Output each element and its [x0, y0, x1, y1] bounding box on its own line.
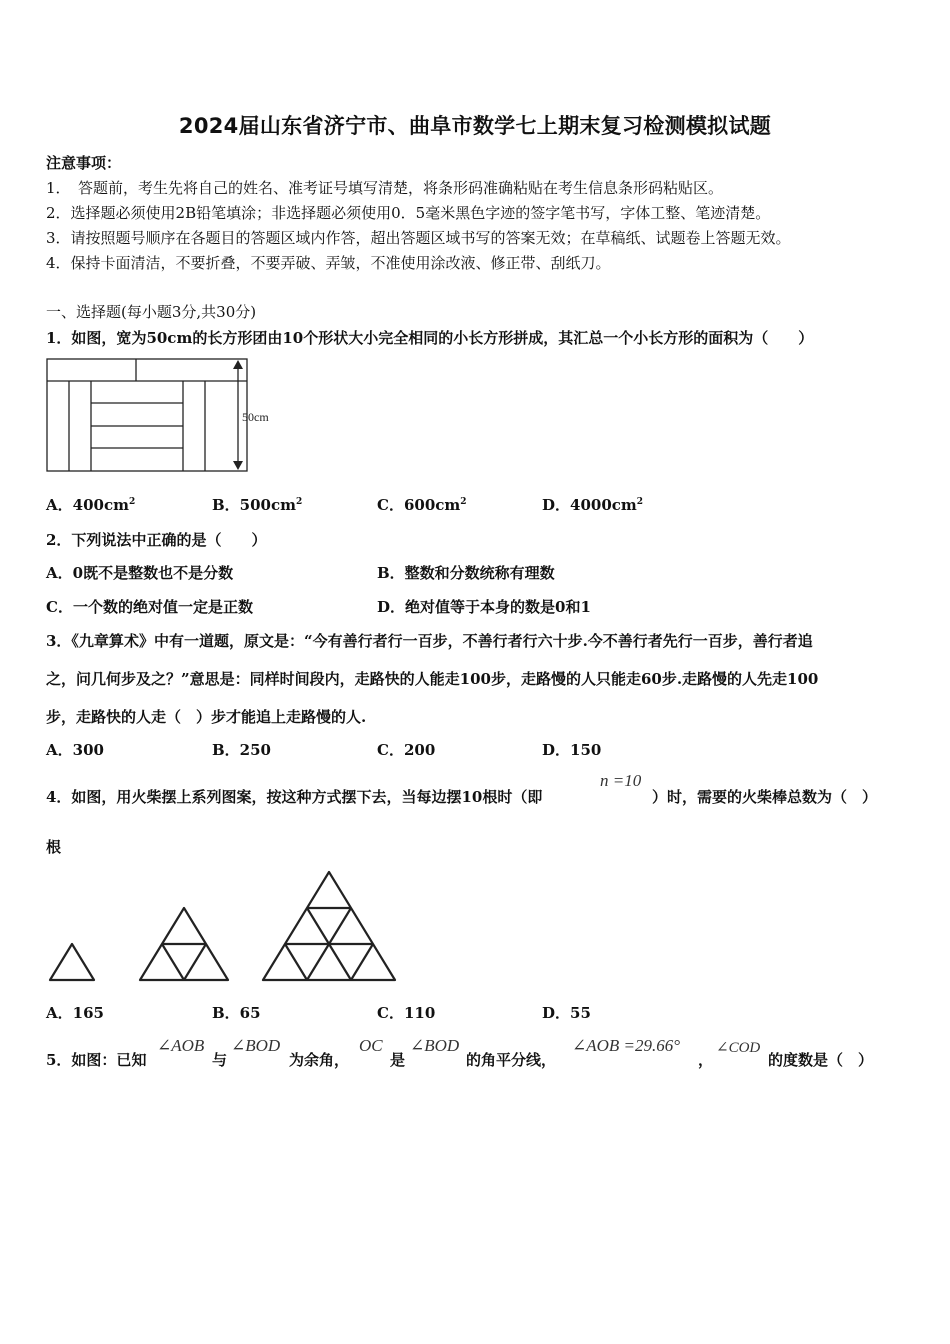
math-expression: n =10 — [600, 771, 642, 790]
width-label: 50cm — [242, 410, 269, 424]
notice-item: 1． 答题前，考生先将自己的姓名、准考证号填写清楚，将条形码准确粘贴在考生信息条形码粘贴区。 — [46, 179, 724, 197]
option-d[interactable]: D．150 — [542, 741, 602, 759]
question-5-text: 的角平分线， — [466, 1051, 557, 1069]
section-heading: 一、选择题(每小题3分,共30分) — [46, 303, 257, 321]
option-c[interactable]: C．一个数的绝对值一定是正数 — [46, 598, 253, 616]
matchstick-figure — [44, 866, 404, 986]
math-expression: ∠AOB — [157, 1036, 205, 1055]
notice-item: 3．请按照题号顺序在各题目的答题区域内作答，超出答题区域书写的答案无效；在草稿纸、试题卷上答题无效。 — [46, 229, 791, 247]
notice-heading: 注意事项： — [46, 154, 122, 172]
option-d[interactable]: D．绝对值等于本身的数是0和1 — [377, 598, 591, 616]
question-1-stem: 1．如图，宽为50cm的长方形团由10个形状大小完全相同的小长方形拼成，其汇总一个小长方形的面积为（ ） — [46, 329, 814, 347]
option-b[interactable] — [212, 494, 302, 515]
superscript: 2 — [296, 497, 303, 507]
option-a[interactable] — [46, 494, 135, 515]
option-b[interactable]: B．整数和分数统称有理数 — [377, 564, 555, 582]
notice-item: 2．选择题必须使用2B铅笔填涂；非选择题必须使用0．5毫米黑色字迹的签字笔书写，字体工整、笔迹清楚。 — [46, 204, 771, 222]
question-5-text: 的度数是（ ） — [768, 1051, 874, 1069]
option-b[interactable]: B．65 — [212, 1004, 261, 1022]
question-5-text: 为余角， — [289, 1051, 350, 1069]
page-title: 2024届山东省济宁市、曲阜市数学七上期末复习检测模拟试题 — [178, 114, 772, 138]
option-c[interactable]: C．110 — [377, 1004, 436, 1022]
option-d[interactable] — [542, 494, 643, 515]
option-a[interactable]: A．0既不是整数也不是分数 — [46, 564, 234, 582]
option-a[interactable]: A．165 — [46, 1004, 104, 1022]
question-4-stem-end: ）时，需要的火柴棒总数为（ ） — [652, 788, 878, 806]
question-5-text: 是 — [390, 1051, 406, 1069]
superscript: 2 — [128, 497, 136, 507]
question-4-stem: 4．如图，用火柴摆上系列图案，按这种方式摆下去，当每边摆10根时（即 — [46, 788, 543, 806]
math-expression: ∠AOB =29.66° — [572, 1036, 681, 1055]
option-b[interactable]: B．250 — [212, 741, 271, 759]
question-3-line: 3．《九章算术》中有一道题，原文是：“今有善行者行一百步，不善行者行六十步.今不善行者先行一百步，善行者追 — [46, 632, 813, 650]
question-5-text: 5．如图：已知 — [46, 1051, 147, 1069]
superscript: 2 — [636, 497, 644, 507]
option-c[interactable]: C．200 — [377, 741, 436, 759]
option-text: C．600cm — [377, 496, 461, 514]
question-5-text: 与 — [212, 1051, 228, 1069]
option-text: B．500cm — [212, 496, 296, 514]
superscript: 2 — [460, 497, 467, 507]
rectangle-figure — [44, 356, 284, 476]
question-3-line: 步，走路快的人走（ ）步才能追上走路慢的人. — [46, 708, 367, 726]
question-3-line: 之，问几何步及之？”意思是：同样时间段内，走路快的人能走100步，走路慢的人只能走60步.走路慢的人先走100 — [46, 670, 819, 688]
math-expression: ∠BOD — [410, 1036, 460, 1055]
math-expression: ∠COD — [716, 1040, 761, 1056]
question-5-text: ， — [698, 1051, 714, 1069]
notice-item: 4．保持卡面清洁，不要折叠，不要弄破、弄皱，不准使用涂改液、修正带、刮纸刀。 — [46, 254, 611, 272]
option-text: D．4000cm — [542, 496, 637, 514]
option-a[interactable]: A．300 — [46, 741, 104, 759]
question-2-stem: 2．下列说法中正确的是（ ） — [46, 531, 267, 549]
math-expression: OC — [359, 1036, 383, 1055]
option-c[interactable] — [377, 494, 467, 515]
option-d[interactable]: D．55 — [542, 1004, 591, 1022]
math-expression: ∠BOD — [231, 1036, 281, 1055]
question-4-unit: 根 — [46, 838, 62, 856]
option-text: A．400cm — [46, 496, 129, 514]
